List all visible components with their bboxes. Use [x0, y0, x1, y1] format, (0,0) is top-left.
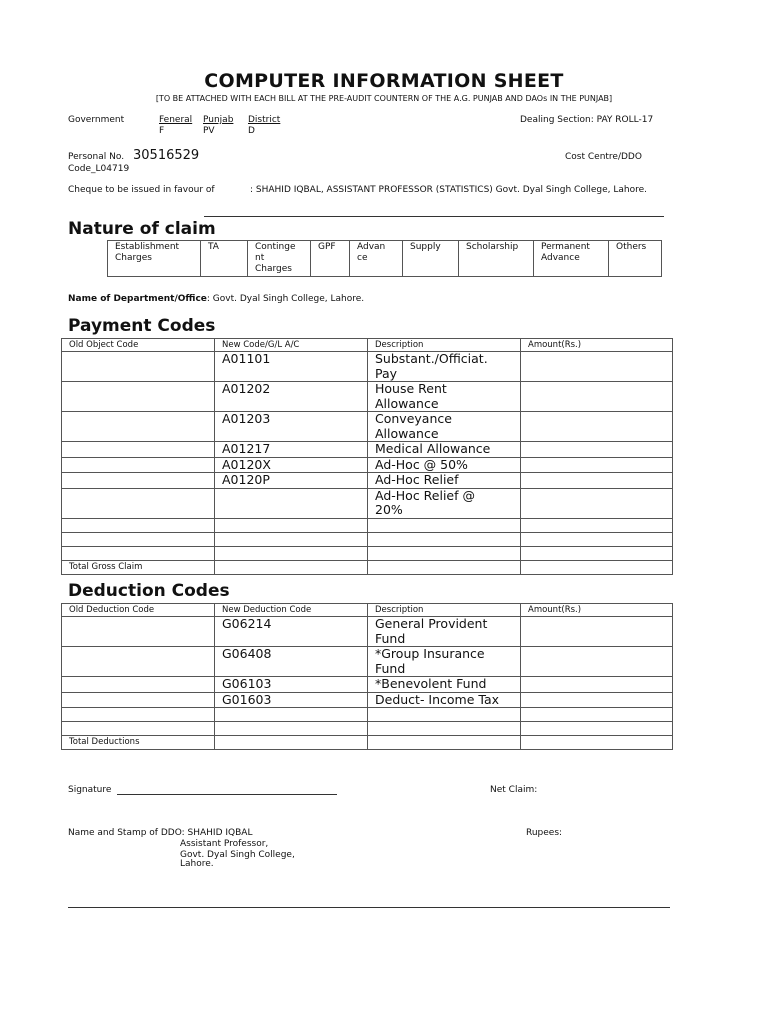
total-deductions-label: Total Deductions	[62, 736, 215, 750]
nature-of-claim-table	[107, 240, 662, 277]
old-code-cell	[62, 677, 215, 693]
nature-heading: Nature of claim	[68, 219, 216, 239]
deduction-header-desc: Description	[368, 604, 521, 617]
description-cell: Substant./Officiat. Pay	[368, 352, 521, 382]
table-row	[62, 442, 673, 458]
description-cell: Ad-Hoc @ 50%	[368, 457, 521, 473]
rupees-label: Rupees:	[526, 828, 563, 838]
old-code-cell	[62, 473, 215, 489]
table-row	[62, 473, 673, 489]
description-cell: *Benevolent Fund	[368, 677, 521, 693]
old-code-cell	[62, 382, 215, 412]
nature-cell-gpf: GPF	[311, 241, 350, 277]
nature-cell-permanent-advance: Permanent Advance	[534, 241, 609, 277]
description-cell: Deduct- Income Tax	[368, 692, 521, 708]
punjab-label: Punjab	[203, 115, 234, 125]
amount-cell	[521, 457, 673, 473]
ddo-stamp-line-3: Lahore.	[180, 859, 214, 869]
code-cell: A0120P	[215, 473, 368, 489]
bottom-rule	[68, 907, 670, 908]
code-cell: A01217	[215, 442, 368, 458]
government-label: Government	[68, 115, 125, 125]
nature-cell-ta: TA	[201, 241, 248, 277]
table-row	[62, 722, 673, 736]
amount-cell	[521, 352, 673, 382]
description-cell: Medical Allowance	[368, 442, 521, 458]
personal-no-value: 30516529	[133, 148, 200, 163]
deduction-header-old: Old Deduction Code	[62, 604, 215, 617]
nature-cell-contingent: Continge nt Charges	[248, 241, 311, 277]
payment-header-amount: Amount(Rs.)	[521, 339, 673, 352]
signature-line	[117, 794, 337, 795]
total-gross-label: Total Gross Claim	[62, 560, 215, 574]
nature-cell-establishment: Establishment Charges	[108, 241, 201, 277]
feral-value: F	[159, 126, 165, 136]
nature-cell-supply: Supply	[403, 241, 459, 277]
deduction-codes-table	[61, 603, 673, 750]
old-code-cell	[62, 692, 215, 708]
divider-line	[204, 216, 664, 217]
amount-cell	[521, 647, 673, 677]
payment-header-row	[62, 339, 673, 352]
code-cell	[215, 488, 368, 518]
code-cell: G01603	[215, 692, 368, 708]
old-code-cell	[62, 617, 215, 647]
table-row	[62, 382, 673, 412]
page-title: COMPUTER INFORMATION SHEET	[204, 70, 564, 92]
payment-header-old: Old Object Code	[62, 339, 215, 352]
punjab-value: PV	[203, 126, 215, 136]
code-label: Code_L04719	[68, 164, 130, 174]
deduction-header-new: New Deduction Code	[215, 604, 368, 617]
table-row	[62, 708, 673, 722]
table-row	[62, 546, 673, 560]
cheque-value: : SHAHID IQBAL, ASSISTANT PROFESSOR (STATISTICS) Govt. Dyal Singh College, Lahore.	[250, 185, 647, 195]
amount-cell	[521, 617, 673, 647]
personal-no-label: Personal No.	[68, 152, 125, 162]
payment-header-desc: Description	[368, 339, 521, 352]
ddo-stamp-line-2: Govt. Dyal Singh College,	[180, 850, 295, 860]
description-cell: General Provident Fund	[368, 617, 521, 647]
nature-cell-others: Others	[609, 241, 662, 277]
payment-codes-table	[61, 338, 673, 575]
old-code-cell	[62, 352, 215, 382]
amount-cell	[521, 442, 673, 458]
dealing-section: Dealing Section: PAY ROLL-17	[520, 115, 654, 125]
district-label: District	[248, 115, 281, 125]
description-cell: Conveyance Allowance	[368, 412, 521, 442]
old-code-cell	[62, 412, 215, 442]
code-cell: A0120X	[215, 457, 368, 473]
page-subtitle: [TO BE ATTACHED WITH EACH BILL AT THE PRE-AUDIT COUNTERN OF THE A.G. PUNJAB AND DAOs IN THE PUNJAB]	[155, 94, 613, 103]
deduction-header-amount: Amount(Rs.)	[521, 604, 673, 617]
nature-cell-advance: Advan ce	[350, 241, 403, 277]
signature-label: Signature	[68, 785, 112, 795]
code-cell: G06408	[215, 647, 368, 677]
table-row	[62, 647, 673, 677]
table-row	[62, 488, 673, 518]
code-cell: A01101	[215, 352, 368, 382]
ddo-stamp-label: Name and Stamp of DDO: SHAHID IQBAL	[68, 828, 253, 838]
description-cell: Ad-Hoc Relief @ 20%	[368, 488, 521, 518]
cheque-label: Cheque to be issued in favour of	[68, 185, 215, 195]
amount-cell	[521, 488, 673, 518]
amount-cell	[521, 412, 673, 442]
description-cell: House Rent Allowance	[368, 382, 521, 412]
amount-cell	[521, 692, 673, 708]
ddo-stamp-line-1: Assistant Professor,	[180, 839, 269, 849]
amount-cell	[521, 382, 673, 412]
code-cell: G06214	[215, 617, 368, 647]
department-label: Name of Department/Office	[68, 294, 207, 304]
feral-label: Feneral	[159, 115, 193, 125]
description-cell: *Group Insurance Fund	[368, 647, 521, 677]
nature-cell-scholarship: Scholarship	[459, 241, 534, 277]
table-row	[62, 518, 673, 532]
table-row	[62, 457, 673, 473]
amount-cell	[521, 473, 673, 489]
table-row	[62, 412, 673, 442]
table-row	[62, 617, 673, 647]
old-code-cell	[62, 457, 215, 473]
old-code-cell	[62, 647, 215, 677]
table-row	[62, 692, 673, 708]
code-cell: A01202	[215, 382, 368, 412]
description-cell: Ad-Hoc Relief	[368, 473, 521, 489]
table-row	[62, 352, 673, 382]
net-claim-label: Net Claim:	[490, 785, 538, 795]
total-gross-row	[62, 560, 673, 574]
table-row	[62, 532, 673, 546]
deduction-heading: Deduction Codes	[68, 581, 230, 601]
deduction-header-row	[62, 604, 673, 617]
cost-centre-label: Cost Centre/DDO	[565, 152, 642, 162]
payment-heading: Payment Codes	[68, 316, 216, 336]
total-deductions-row	[62, 736, 673, 750]
old-code-cell	[62, 488, 215, 518]
payment-header-new: New Code/G/L A/C	[215, 339, 368, 352]
code-cell: A01203	[215, 412, 368, 442]
department-value: : Govt. Dyal Singh College, Lahore.	[206, 294, 365, 304]
old-code-cell	[62, 442, 215, 458]
amount-cell	[521, 677, 673, 693]
table-row	[62, 677, 673, 693]
district-value: D	[248, 126, 255, 136]
code-cell: G06103	[215, 677, 368, 693]
department-line	[68, 294, 364, 304]
